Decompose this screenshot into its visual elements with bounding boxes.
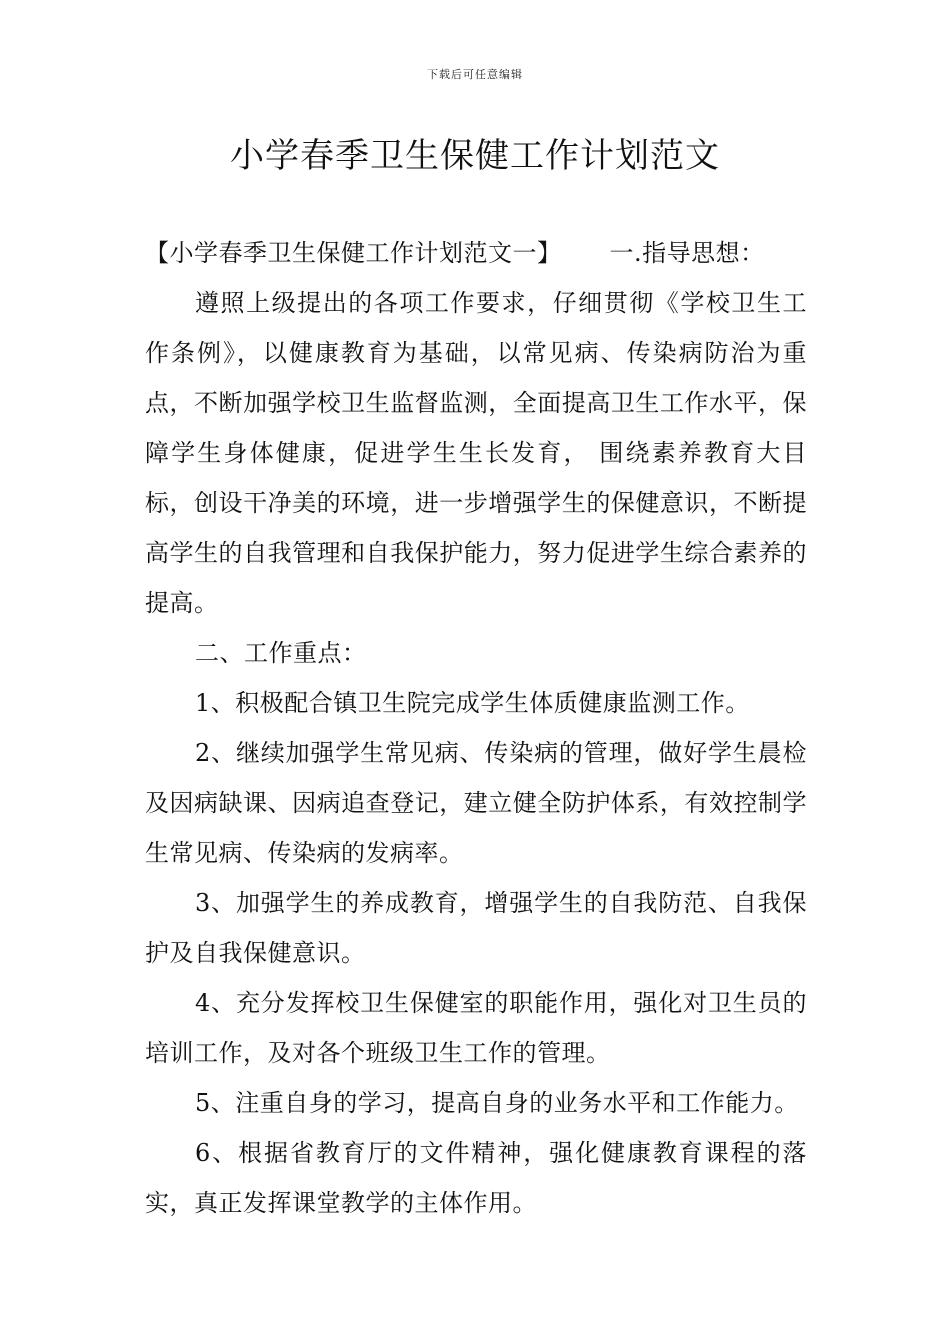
- work-item-3: 3、加强学生的养成教育，增强学生的自我防范、自我保护及自我保健意识。: [145, 889, 807, 967]
- document-body: [145, 228, 807, 1228]
- intro-line: [145, 228, 807, 278]
- intro-bracket-heading: 【小学春季卫生保健工作计划范文一】: [145, 239, 562, 267]
- work-item-4: 4、充分发挥校卫生保健室的职能作用，强化对卫生员的培训工作，及对各个班级卫生工作的管理。: [145, 989, 807, 1067]
- work-item-1: 1、积极配合镇卫生院完成学生体质健康监测工作。: [195, 689, 750, 717]
- work-item-6: 6、根据省教育厅的文件精神，强化健康教育课程的落实，真正发挥课堂教学的主体作用。: [145, 1139, 807, 1217]
- work-item-5: 5、注重自身的学习，提高自身的业务水平和工作能力。: [195, 1089, 799, 1117]
- paragraph-guiding-ideology: 遵照上级提出的各项工作要求，仔细贯彻《学校卫生工作条例》，以健康教育为基础，以常见病、传染病防治为重点，不断加强学校卫生监督监测，全面提高卫生工作水平，保障学生身体健康，促进学生生长发育， 围绕素养教育大目标，创设干净美的环境，进一步增强学生的保健意识，不断提高学生的自我管理和自我保护能力，努力促进学生综合素养的提高。: [145, 289, 807, 617]
- section-heading-guiding-ideology: 一.指导思想：: [609, 239, 765, 267]
- work-item-2: 2、继续加强学生常见病、传染病的管理，做好学生晨检及因病缺课、因病追查登记，建立健全防护体系，有效控制学生常见病、传染病的发病率。: [145, 739, 807, 867]
- document-title: 小学春季卫生保健工作计划范文: [230, 136, 720, 176]
- header-note: 下载后可任意编辑: [427, 68, 523, 81]
- section-heading-work-focus: 二、工作重点：: [195, 639, 367, 667]
